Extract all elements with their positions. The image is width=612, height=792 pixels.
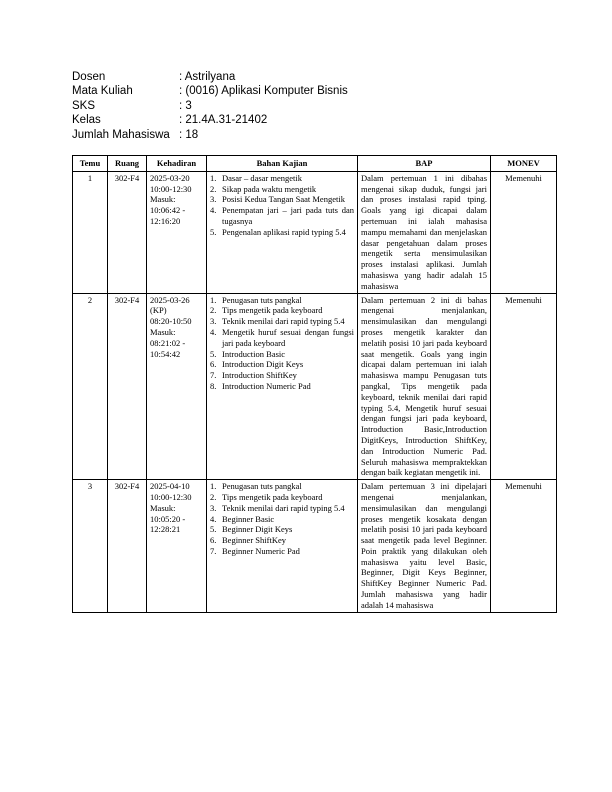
cell-kehadiran: [147, 480, 207, 613]
info-value: : 18: [179, 128, 199, 141]
cell-ruang: 302-F4: [108, 171, 147, 293]
list-item-text: Tips mengetik pada keyboard: [222, 491, 323, 502]
list-item-text: Introduction ShiftKey: [222, 370, 297, 381]
list-item-number: 2.: [210, 305, 217, 316]
kehadiran-line: (KP): [150, 305, 167, 316]
list-item-text: Introduction Basic: [222, 348, 286, 359]
cell-bahan-kajian: [207, 480, 358, 613]
list-item-text: Teknik menilai dari rapid typing 5.4: [222, 502, 345, 513]
list-item-number: 7.: [210, 370, 217, 381]
list-item-text: Penempatan jari – jari pada tuts dan tugasnya: [222, 205, 354, 226]
kehadiran-line: 2025-03-20: [150, 172, 190, 183]
list-item: [210, 194, 354, 205]
cell-bahan-kajian: [207, 171, 358, 293]
cell-temu: 1: [73, 171, 108, 293]
cell-temu: 2: [73, 293, 108, 480]
list-item-text: Beginner ShiftKey: [222, 535, 286, 546]
list-item-text: Introduction Numeric Pad: [222, 380, 311, 391]
cell-ruang: 302-F4: [108, 480, 147, 613]
header-bap: BAP: [358, 156, 491, 172]
header-ruang: Ruang: [108, 156, 147, 172]
kehadiran-line: 10:06:42 -: [150, 205, 186, 216]
cell-kehadiran: [147, 293, 207, 480]
list-item: [210, 514, 354, 525]
list-item-number: 7.: [210, 545, 217, 556]
cell-bap: Dalam pertemuan 1 ini dibahas mengenai sikap duduk, fungsi jari dan proses instalasi rapid tping. Goals yang igi dicapai dalam pertemuan ini ialah mahasisa mampu memahami dan menjelaskan dasar pengetahuan dalam proses mengetik serta mensimulasikan proses instalasi aplikasi. Jumlah mahasiswa yang hadir adalah 15 mahasiswa: [358, 171, 491, 293]
list-item-number: 5.: [210, 348, 217, 359]
kehadiran-line: Masuk:: [150, 326, 176, 337]
list-item: [210, 184, 354, 195]
list-item-text: Dasar – dasar mengetik: [222, 172, 303, 183]
list-item: [210, 295, 354, 306]
bahan-kajian-list: [210, 173, 354, 238]
list-item: [210, 316, 354, 327]
kehadiran-line: Masuk:: [150, 194, 176, 205]
bahan-kajian-list: [210, 295, 354, 392]
table-row: [73, 171, 557, 293]
list-item: [210, 349, 354, 360]
kehadiran-line: 10:00-12:30: [150, 491, 192, 502]
info-label: Mata Kuliah: [72, 85, 133, 98]
list-item-text: Teknik menilai dari rapid typing 5.4: [222, 316, 345, 327]
list-item-number: 2.: [210, 183, 217, 194]
info-row-sks: [72, 99, 348, 113]
list-item-number: 3.: [210, 502, 217, 513]
list-item-number: 4.: [210, 513, 217, 524]
list-item-text: Beginner Digit Keys: [222, 524, 293, 535]
list-item-number: 3.: [210, 194, 217, 205]
header-kehadiran: Kehadiran: [147, 156, 207, 172]
list-item-number: 4.: [210, 326, 217, 337]
info-value: : 3: [179, 99, 192, 112]
header-monev: MONEV: [491, 156, 557, 172]
list-item-number: 6.: [210, 535, 217, 546]
cell-bahan-kajian: [207, 293, 358, 480]
list-item-text: Beginner Basic: [222, 513, 275, 524]
info-value: : Astrilyana: [179, 71, 236, 83]
kehadiran-line: Masuk:: [150, 502, 176, 513]
table-row: [73, 293, 557, 480]
list-item: [210, 205, 354, 227]
list-item-text: Pengenalan aplikasi rapid typing 5.4: [222, 226, 346, 237]
info-label: SKS: [72, 99, 96, 112]
info-label: Kelas: [72, 114, 101, 127]
list-item-number: 5.: [210, 226, 217, 237]
list-item: [210, 227, 354, 238]
info-value: : (0016) Aplikasi Komputer Bisnis: [179, 85, 348, 98]
cell-monev: Memenuhi: [491, 293, 557, 480]
kehadiran-line: 12:16:20: [150, 215, 181, 226]
list-item: [210, 492, 354, 503]
info-row-jumlah-mahasiswa: [72, 128, 348, 142]
kehadiran-line: 10:05:20 -: [150, 513, 186, 524]
list-item: [210, 381, 354, 392]
cell-temu: 3: [73, 480, 108, 613]
list-item: [210, 546, 354, 557]
list-item: [210, 359, 354, 370]
kehadiran-line: 08:21:02 -: [150, 337, 186, 348]
kehadiran-line: 2025-04-10: [150, 481, 190, 492]
list-item: [210, 327, 354, 349]
cell-monev: Memenuhi: [491, 171, 557, 293]
info-label: Jumlah Mahasiswa: [72, 128, 170, 141]
list-item-number: 1.: [210, 481, 217, 492]
bahan-kajian-list: [210, 481, 354, 557]
list-item-number: 1.: [210, 172, 217, 183]
cell-ruang: 302-F4: [108, 293, 147, 480]
list-item-text: Sikap pada waktu mengetik: [222, 183, 317, 194]
list-item-text: Beginner Numeric Pad: [222, 545, 300, 556]
list-item: [210, 173, 354, 184]
table-header-row: [73, 156, 557, 172]
header-temu: Temu: [73, 156, 108, 172]
list-item-number: 2.: [210, 491, 217, 502]
attendance-table: [72, 155, 557, 613]
kehadiran-line: 08:20-10:50: [150, 316, 192, 327]
list-item-number: 6.: [210, 359, 217, 370]
list-item-text: Posisi Kedua Tangan Saat Mengetik: [222, 194, 345, 205]
kehadiran-line: 10:00-12:30: [150, 183, 192, 194]
info-row-dosen: [72, 70, 348, 84]
list-item: [210, 305, 354, 316]
course-info: [72, 70, 348, 142]
info-value: : 21.4A.31-21402: [179, 114, 268, 127]
list-item: [210, 535, 354, 546]
cell-kehadiran: [147, 171, 207, 293]
kehadiran-line: 2025-03-26: [150, 294, 190, 305]
list-item: [210, 481, 354, 492]
list-item: [210, 503, 354, 514]
cell-bap: Dalam pertemuan 2 ini di bahas mengenai menjalankan, mensimulasikan dan mengulangi proses mengetik karakter dan melatih posisi 10 jari pada keyboard saat mengetik. Goals yang ingin dicapai dalam pertemuan ini ialah mahasiswa mampu Penugasan tuts pangkal, Tips mengetik pada keyboard, teknik menilai dari rapid typing 5.4, Mengetik huruf sesuai dengan fungsi jari pada keyboard, Introduction Basic,Introduction DigitKeys, Introduction ShiftKey, dan Introduction Numeric Pad. Seluruh mahasiswa mempraktekkan dengan baik kegiatan mengetik ini.: [358, 293, 491, 480]
list-item-text: Penugasan tuts pangkal: [222, 481, 302, 492]
list-item: [210, 524, 354, 535]
cell-monev: Memenuhi: [491, 480, 557, 613]
list-item: [210, 370, 354, 381]
header-bahan-kajian: Bahan Kajian: [207, 156, 358, 172]
list-item-number: 1.: [210, 294, 217, 305]
list-item-text: Introduction Digit Keys: [222, 359, 304, 370]
list-item-number: 3.: [210, 316, 217, 327]
list-item-text: Tips mengetik pada keyboard: [222, 305, 323, 316]
cell-bap: Dalam pertemuan 3 ini dipelajari mengenai menjalankan, mensimulasikan dan mengulangi proses mengetik kosakata dengan melatih posisi 10 jari pada keyboard saat mengetik pada level Beginner. Poin praktik yang dilakukan oleh mahasiswa yaitu level Basic, Beginner, Digit Keys Beginner, ShiftKey Beginner Numeric Pad. Jumlah mahasiswa yang hadir adalah 14 mahasiswa: [358, 480, 491, 613]
info-row-kelas: [72, 113, 348, 127]
list-item-text: Penugasan tuts pangkal: [222, 294, 302, 305]
table-row: [73, 480, 557, 613]
info-label: Dosen: [72, 71, 106, 83]
list-item-text: Mengetik huruf sesuai dengan fungsi jari pada keyboard: [222, 326, 354, 348]
kehadiran-line: 12:28:21: [150, 524, 181, 535]
list-item-number: 8.: [210, 380, 217, 391]
list-item-number: 5.: [210, 524, 217, 535]
list-item-number: 4.: [210, 205, 217, 216]
kehadiran-line: 10:54:42: [150, 348, 181, 359]
info-row-mata-kuliah: [72, 84, 348, 98]
